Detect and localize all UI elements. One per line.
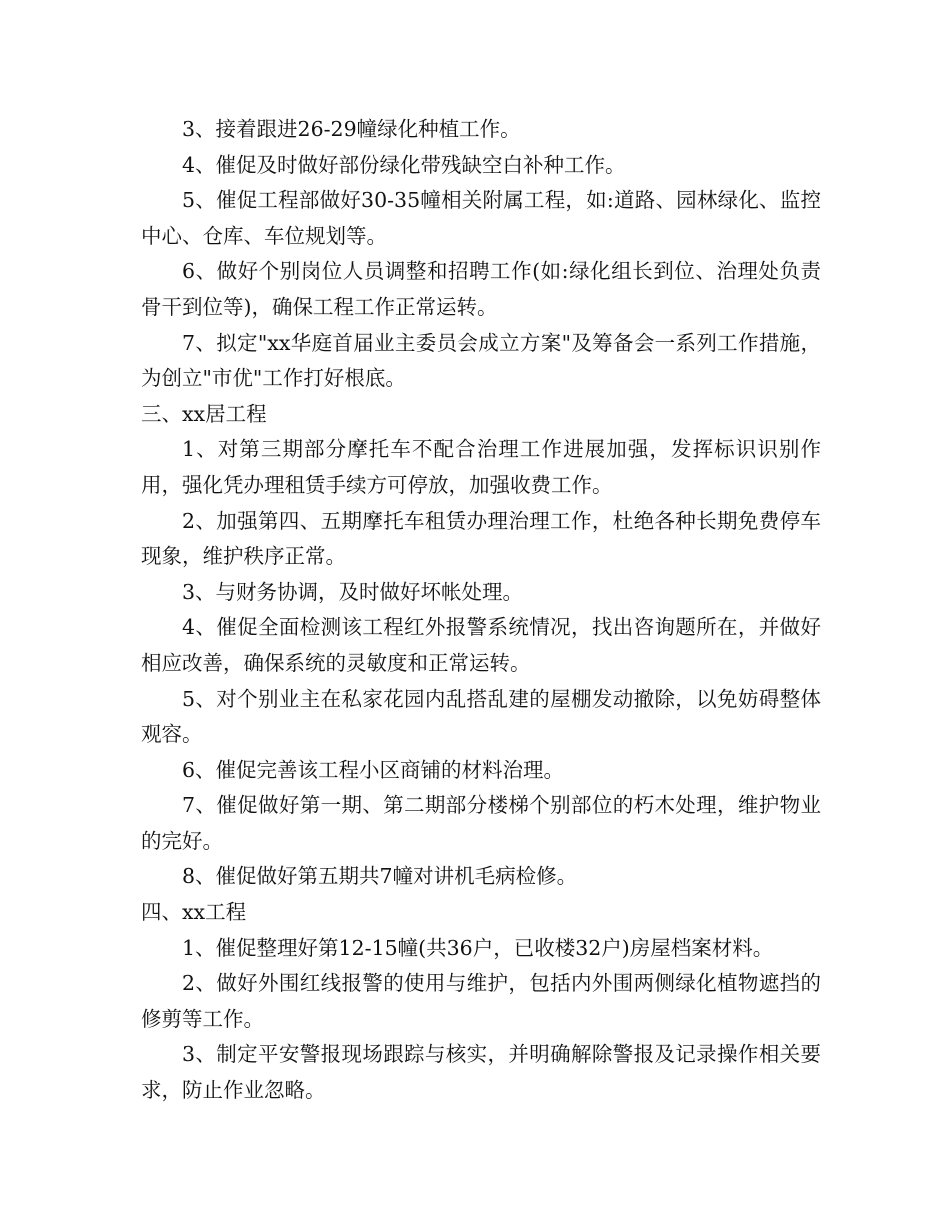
- paragraph: 4、催促全面检测该工程红外报警系统情况，找出咨询题所在，并做好相应改善，确保系统的灵敏度和正常运转。: [141, 615, 821, 675]
- paragraph: 3、与财务协调，及时做好坏帐处理。: [182, 579, 524, 604]
- paragraph: 2、加强第四、五期摩托车租赁办理治理工作，杜绝各种长期免费停车现象，维护秩序正常。: [141, 508, 821, 569]
- paragraph: 4、催促及时做好部份绿化带残缺空白补种工作。: [182, 152, 626, 177]
- paragraph: 1、对第三期部分摩托车不配合治理工作进展加强，发挥标识识别作用，强化凭办理租赁手续方可停放，加强收费工作。: [141, 437, 821, 497]
- paragraph: 5、催促工程部做好30-35幢相关附属工程，如:道路、园林绿化、监控中心、仓库、车位规划等。: [141, 188, 821, 248]
- paragraph: 2、做好外围红线报警的使用与维护，包括内外围两侧绿化植物遮挡的修剪等工作。: [141, 971, 821, 1031]
- paragraph: 7、催促做好第一期、第二期部分楼梯个别部位的朽木处理，维护物业的完好。: [141, 793, 821, 853]
- section-heading: 三、xx居工程: [141, 401, 267, 426]
- paragraph: 1、催促整理好第12-15幢(共36户，已收楼32户)房屋档案材料。: [182, 935, 774, 960]
- paragraph: 3、制定平安警报现场跟踪与核实，并明确解除警报及记录操作相关要求，防止作业忽略。: [141, 1042, 821, 1103]
- paragraph: 7、拟定"xx华庭首届业主委员会成立方案"及筹备会一系列工作措施，为创立"市优"工作打好根底。: [141, 330, 821, 391]
- paragraph: 6、催促完善该工程小区商铺的材料治理。: [182, 757, 565, 782]
- paragraph: 8、催促做好第五期共7幢对讲机毛病检修。: [182, 864, 578, 889]
- paragraph: 6、做好个别岗位人员调整和招聘工作(如:绿化组长到位、治理处负责骨干到位等)，确保工程工作正常运转。: [141, 259, 821, 319]
- document-body: [141, 112, 821, 1109]
- paragraph: 5、对个别业主在私家花园内乱搭乱建的屋棚发动撤除，以免妨碍整体观容。: [141, 686, 821, 747]
- section-heading: 四、xx工程: [141, 900, 247, 925]
- paragraph: 3、接着跟进26-29幢绿化种植工作。: [182, 117, 521, 141]
